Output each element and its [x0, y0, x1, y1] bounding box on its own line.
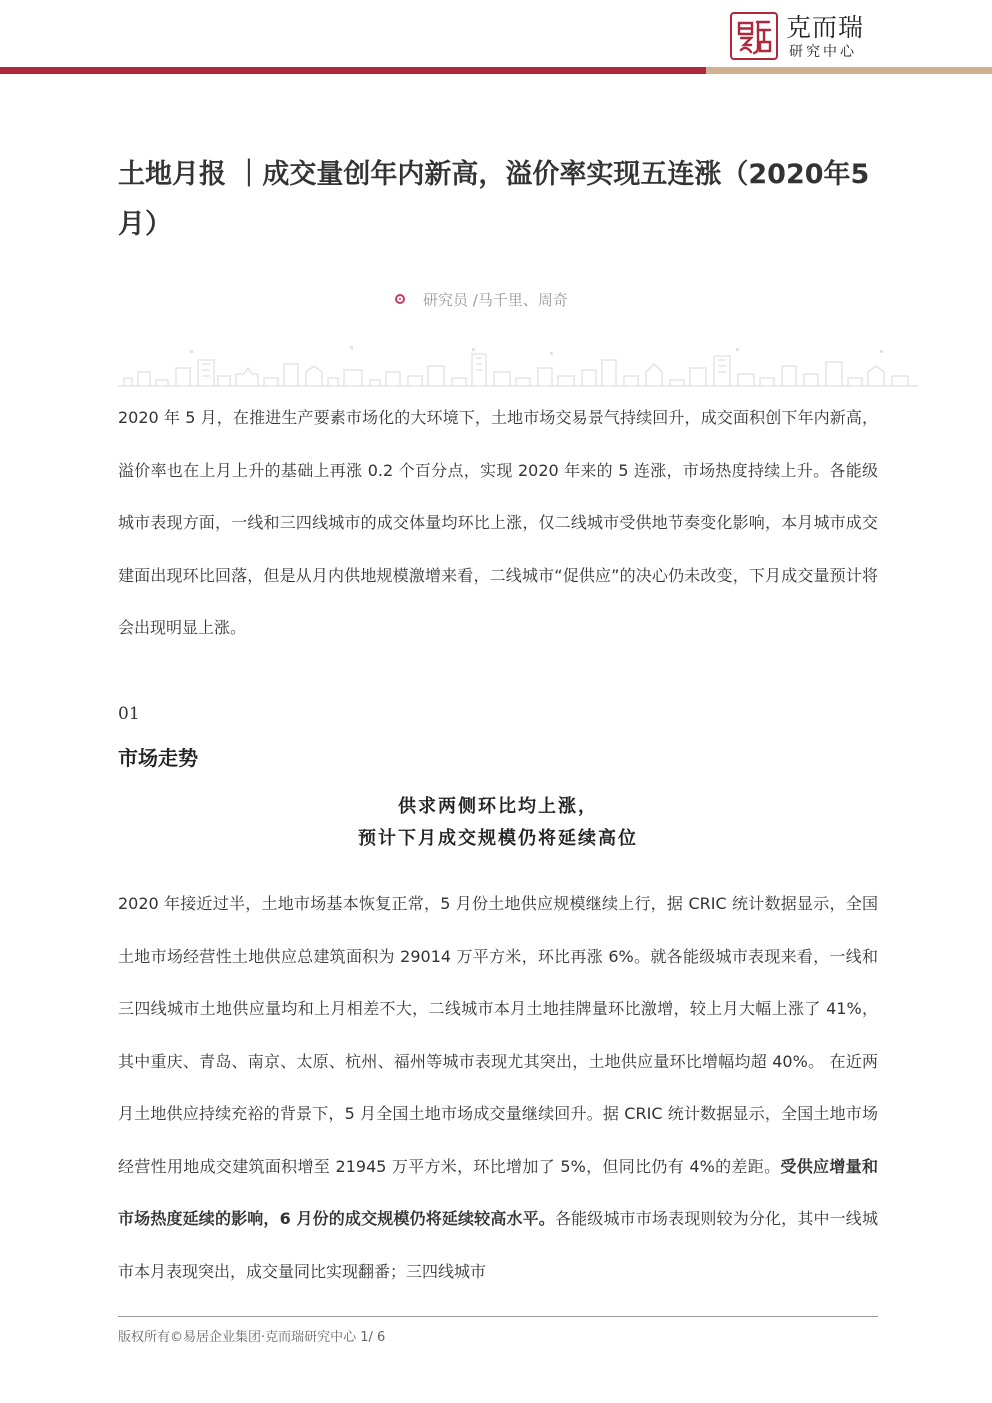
subheading-line-1: 供求两侧环比均上涨， [398, 796, 598, 817]
author-bullet-icon [395, 294, 405, 304]
logo-subtitle: 研究中心 [789, 44, 857, 60]
paragraph-text-continued: 各能级城市市场表现则较为分化，其中一线城市本月表现突出，成交量同比实现翻番；三四线城市 [118, 1209, 878, 1281]
logo-seal [730, 12, 778, 60]
skyline-decoration [118, 342, 918, 390]
paragraph-text: 2020 年接近过半，土地市场基本恢复正常，5 月份土地供应规模继续上行，据 CRIC 统计数据显示，全国土地市场经营性土地供应总建筑面积为 29014 万平方米，环比再涨 6%。就各能级城市表现来看，一线和三四线城市土地供应量均和上月相差不大，二线城市本月土地挂牌量环比激增，较上月大幅上涨了 41%，其中重庆、青岛、南京、太原、杭州、福州等城市表现尤其突出，土地供应量环比增幅均超 40%。 在近两月土地供应持续充裕的背景下，5 月全国土地市场成交量继续回升。据 CRIC 统计数据显示，全国土地市场经营性用地成交建筑面积增至 21945 万平方米，环比增加了 5%，但同比仍有 4%的差距。 [118, 894, 878, 1176]
logo-seal-icon [732, 14, 776, 58]
footer-divider [118, 1316, 878, 1317]
header-bar-tan [706, 67, 992, 74]
section-number: 01 [118, 704, 140, 724]
intro-paragraph: 2020 年 5 月，在推进生产要素市场化的大环境下，土地市场交易景气持续回升，成交面积创下年内新高，溢价率也在上月上升的基础上再涨 0.2 个百分点，实现 2020 年来的 5 连涨，市场热度持续上升。各能级城市表现方面，一线和三四线城市的成交体量均环比上涨，仅二线城市受供地节奏变化影响，本月城市成交建面出现环比回落，但是从月内供地规模激增来看，二线城市“促供应”的决心仍未改变，下月成交量预计将会出现明显上涨。 [118, 408, 878, 637]
page-title: 土地月报 ｜成交量创年内新高，溢价率实现五连涨（2020年5月） [118, 159, 870, 240]
logo-name: 克而瑞 [786, 13, 865, 42]
author-text: 研究员 /马千里、周奇 [423, 291, 568, 309]
paragraph-highlight: 受供应增量和市场热度延续的影响，6 月份的成交规模仍将延续较高水平。 [118, 1156, 878, 1228]
footer-text: 版权所有©易居企业集团·克而瑞研究中心 1/ 6 [118, 1330, 386, 1345]
section-title: 市场走势 [118, 746, 198, 770]
market-trend-paragraph [118, 878, 878, 1298]
header-bar-red [0, 67, 706, 74]
subheading-line-2: 预计下月成交规模仍将延续高位 [358, 828, 638, 849]
author-row [395, 289, 568, 311]
